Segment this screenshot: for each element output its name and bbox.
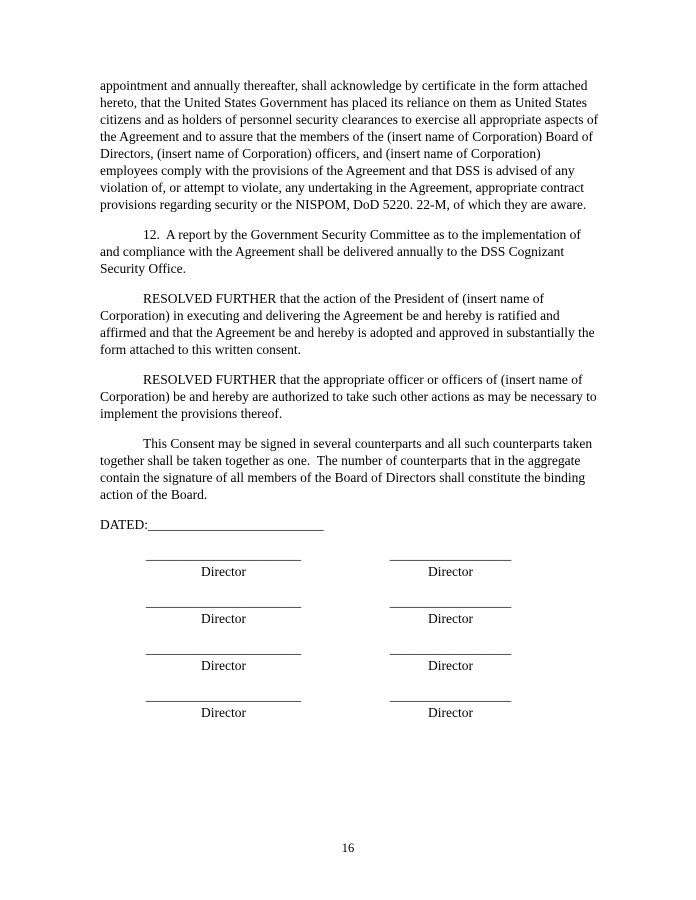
signature-line: __________________ xyxy=(389,688,512,703)
paragraph-counterparts: This Consent may be signed in several counterparts and all such counterparts taken together shall be taken together as one. The number of counterparts that in the aggregate contain the signature of all members of the Board of Directors shall constitute the binding action of the Board. xyxy=(100,436,596,502)
signature-cell xyxy=(145,640,302,674)
signature-label: Director xyxy=(428,564,473,579)
signature-label: Director xyxy=(201,564,246,579)
signature-line: __________________ xyxy=(389,547,512,562)
signature-row xyxy=(100,593,600,627)
signature-label: Director xyxy=(201,705,246,720)
signature-label: Director xyxy=(201,658,246,673)
signature-cell xyxy=(389,546,512,580)
paragraph-resolved-further-2: RESOLVED FURTHER that the appropriate officer or officers of (insert name of Corporation) be and hereby are authorized to take such other actions as may be necessary to implement the provisions thereof. xyxy=(100,372,601,421)
signature-cell xyxy=(389,687,512,721)
paragraph-resolved-further-1: RESOLVED FURTHER that the action of the President of (insert name of Corporation) in executing and delivering the Agreement be and hereby is ratified and affirmed and that the Agreement be and hereby is adopted and approved in substantially the form attached to this written consent. xyxy=(100,291,598,357)
paragraph-item-12: 12. A report by the Government Security Committee as to the implementation of and compliance with the Agreement shall be delivered annually to the DSS Cognizant Security Office. xyxy=(100,227,585,276)
signature-label: Director xyxy=(428,705,473,720)
paragraph-continuation: appointment and annually thereafter, shall acknowledge by certificate in the form attached hereto, that the United States Government has placed its reliance on them as United States citizens and as holders of personnel security clearances to exercise all appropriate aspects of the Agreement and to assure that the members of the (insert name of Corporation) Board of Directors, (insert name of Corporation) officers, and (insert name of Corporation) employees comply with the provisions of the Agreement and that DSS is advised of any violation of, or attempt to violate, any undertaking in the Agreement, appropriate contract provisions regarding security or the NISPOM, DoD 5220. 22-M, of which they are aware. xyxy=(100,78,602,212)
signature-line: _______________________ xyxy=(145,594,302,609)
dated-signature-line: __________________________ xyxy=(148,517,324,532)
signature-cell xyxy=(145,546,302,580)
signature-row xyxy=(100,640,600,674)
document-body xyxy=(100,77,600,734)
signature-label: Director xyxy=(428,658,473,673)
signature-label: Director xyxy=(201,611,246,626)
dated-label: DATED: xyxy=(100,517,148,532)
signature-line: __________________ xyxy=(389,594,512,609)
signature-row xyxy=(100,546,600,580)
page-number: 16 xyxy=(341,841,355,855)
signature-cell xyxy=(389,593,512,627)
signature-label: Director xyxy=(428,611,473,626)
signature-row xyxy=(100,687,600,721)
signature-grid xyxy=(100,546,600,721)
signature-cell xyxy=(389,640,512,674)
signature-line: __________________ xyxy=(389,641,512,656)
signature-line: _______________________ xyxy=(145,688,302,703)
signature-cell xyxy=(145,593,302,627)
signature-line: _______________________ xyxy=(145,641,302,656)
signature-cell xyxy=(145,687,302,721)
dated-block xyxy=(100,516,600,533)
signature-line: _______________________ xyxy=(145,547,302,562)
